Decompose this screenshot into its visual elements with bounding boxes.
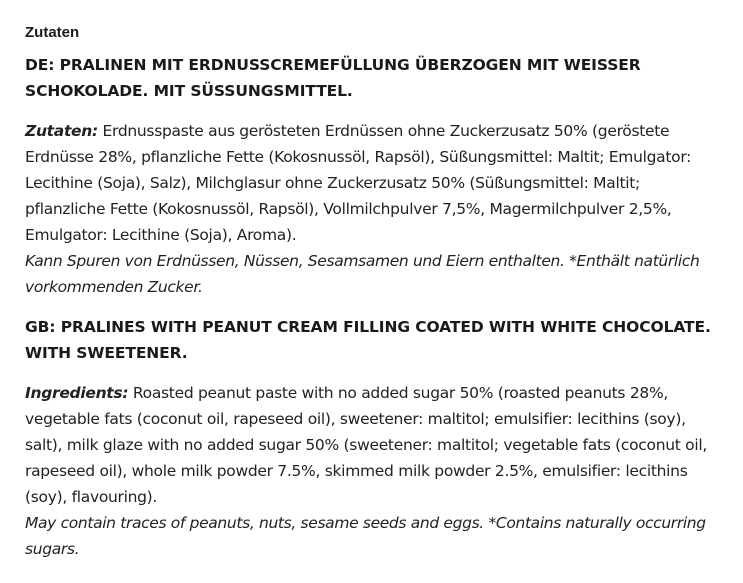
gb-allergen-note: May contain traces of peanuts, nuts, sesame seeds and eggs. *Contains naturally occurring sugars. (25, 514, 706, 558)
de-ingredients-label: Zutaten: (25, 122, 98, 140)
de-ingredients-paragraph (25, 118, 719, 248)
page-heading: Zutaten (25, 24, 80, 41)
section-de (25, 52, 719, 300)
de-product-title: DE: PRALINEN MIT ERDNUSSCREMEFÜLLUNG ÜBERZOGEN MIT WEISSER SCHOKOLADE. MIT SÜSSUNGSMITTEL. (25, 56, 641, 100)
section-gb (25, 314, 719, 562)
de-ingredients-text: Erdnusspaste aus gerösteten Erdnüssen ohne Zuckerzusatz 50% (geröstete Erdnüsse 28%, pflanzliche Fette (Kokosnussöl, Rapsöl), Süßungsmittel: Maltit; Emulgator: Lecithine (Soja), Salz), Milchglasur ohne Zuckerzusatz 50% (Süßungsmittel: Maltit; pflanzliche Fette (Kokosnussöl, Rapsöl), Vollmilchpulver 7,5%, Magermilchpulver 2,5%, Emulgator: Lecithine (Soja), Aroma). (25, 122, 692, 244)
de-allergen-note: Kann Spuren von Erdnüssen, Nüssen, Sesamsamen und Eiern enthalten. *Enthält natürlich vorkommenden Zucker. (25, 252, 700, 296)
gb-ingredients-text: Roasted peanut paste with no added sugar 50% (roasted peanuts 28%, vegetable fats (coconut oil, rapeseed oil), sweetener: maltitol; emulsifier: lecithins (soy), salt), milk glaze with no added sugar 50% (sweetener: maltitol; vegetable fats (coconut oil, rapeseed oil), whole milk powder 7.5%, skimmed milk powder 2.5%, emulsifier: lecithins (soy), flavouring). (25, 384, 707, 506)
gb-product-title: GB: PRALINES WITH PEANUT CREAM FILLING COATED WITH WHITE CHOCOLATE. WITH SWEETENER. (25, 318, 711, 362)
gb-ingredients-paragraph (25, 380, 719, 510)
gb-ingredients-label: Ingredients: (25, 384, 129, 402)
